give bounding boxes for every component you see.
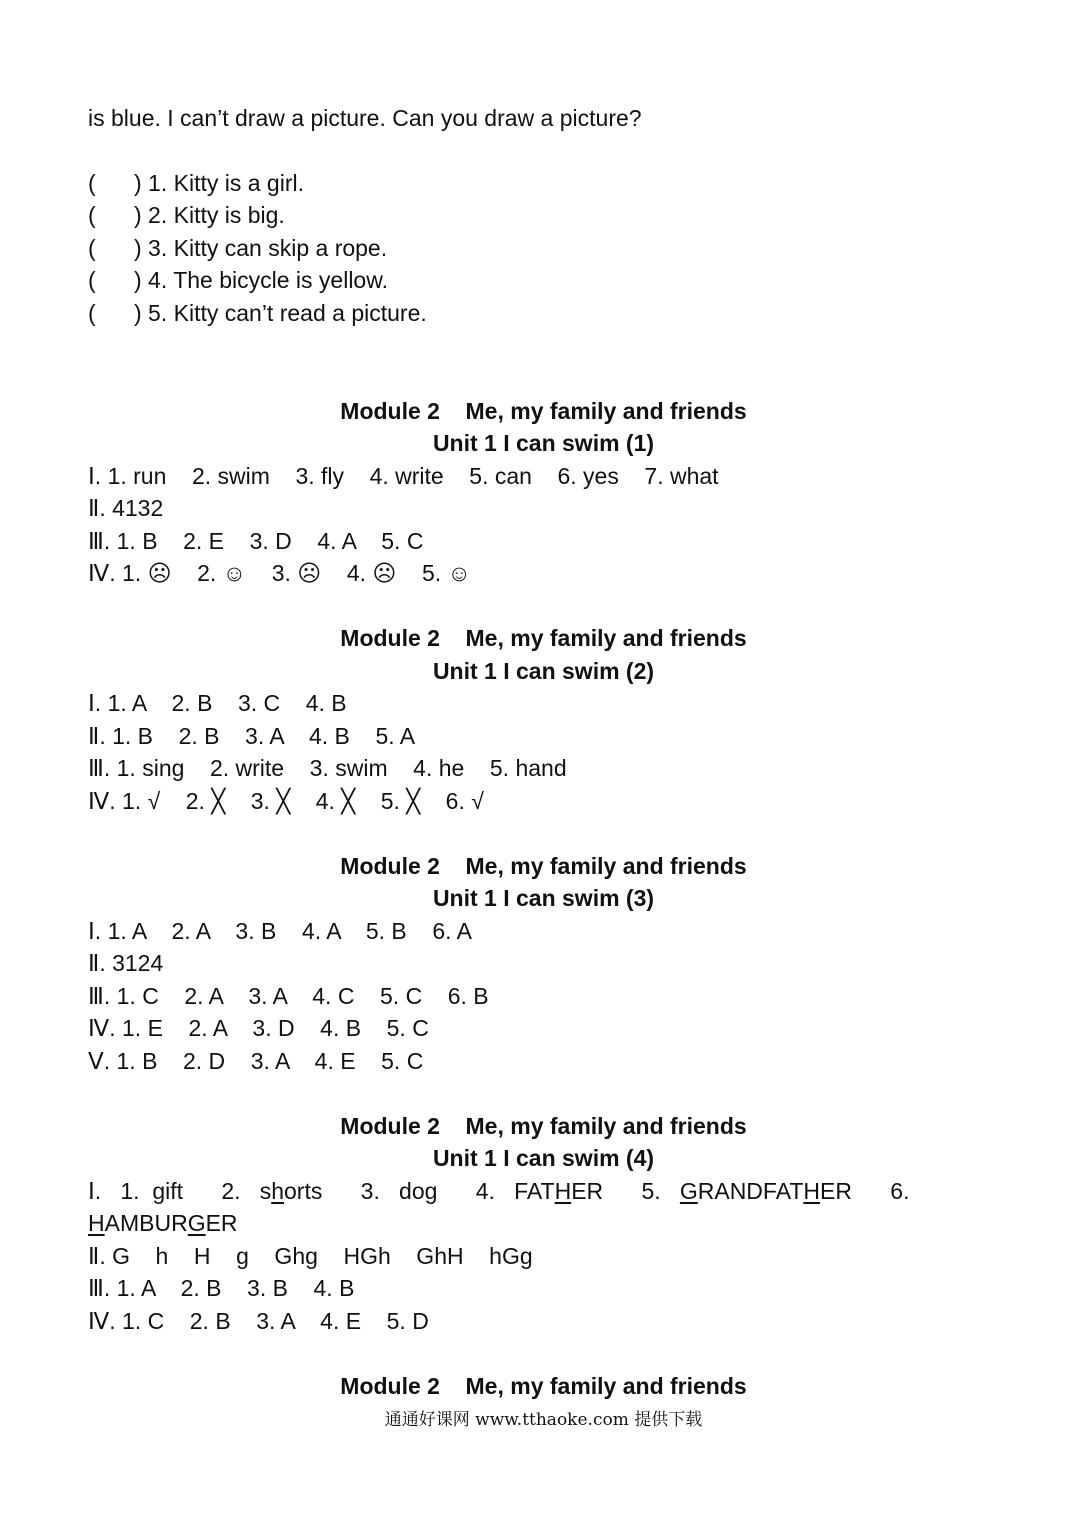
- statement-4: ( ) 4. The bicycle is yellow.: [88, 267, 388, 293]
- module-heading: Module 2 Me, my family and friends: [340, 398, 747, 424]
- intro-text-end: is blue. I can’t draw a picture. Can you draw a picture?: [88, 105, 642, 131]
- answer-line: Ⅲ. 1. sing 2. write 3. swim 4. he 5. hand: [88, 755, 567, 781]
- answer-line-letters: Ⅰ. 1. gift 2. shorts 3. dog 4. FATHER 5. GRANDFATHER 6.: [88, 1178, 910, 1204]
- unit-heading: Unit 1 I can swim (1): [432, 430, 655, 456]
- answer-line: Ⅲ. 1. A 2. B 3. B 4. B: [88, 1275, 355, 1301]
- unit-heading: Unit 1 I can swim (3): [432, 885, 655, 911]
- answer-line: Ⅰ. 1. A 2. B 3. C 4. B: [88, 690, 347, 716]
- answer-line: Ⅳ. 1. E 2. A 3. D 4. B 5. C: [88, 1015, 429, 1041]
- answer-line: Ⅱ. 1. B 2. B 3. A 4. B 5. A: [88, 723, 416, 749]
- module-heading: Module 2 Me, my family and friends: [340, 1373, 747, 1399]
- answer-line: Ⅳ. 1. √ 2. ╳ 3. ╳ 4. ╳ 5. ╳ 6. √: [88, 788, 484, 814]
- answer-line: Ⅲ. 1. B 2. E 3. D 4. A 5. C: [88, 528, 424, 554]
- answer-line: Ⅱ. 4132: [88, 495, 164, 521]
- answer-line: Ⅳ. 1. ☹ 2. ☺ 3. ☹ 4. ☹ 5. ☺: [88, 560, 472, 586]
- statement-2: ( ) 2. Kitty is big.: [88, 202, 285, 228]
- answer-line: Ⅱ. 3124: [88, 950, 164, 976]
- answer-line: Ⅰ. 1. A 2. A 3. B 4. A 5. B 6. A: [88, 918, 472, 944]
- module-heading: Module 2 Me, my family and friends: [340, 625, 747, 651]
- module-heading: Module 2 Me, my family and friends: [340, 853, 747, 879]
- module-heading: Module 2 Me, my family and friends: [340, 1113, 747, 1139]
- answer-line: Ⅴ. 1. B 2. D 3. A 4. E 5. C: [88, 1048, 424, 1074]
- statement-3: ( ) 3. Kitty can skip a rope.: [88, 235, 388, 261]
- statement-5: ( ) 5. Kitty can’t read a picture.: [88, 300, 427, 326]
- unit-heading: Unit 1 I can swim (2): [432, 658, 655, 684]
- page-footer: 通通好课网 www.tthaoke.com 提供下载: [384, 1410, 703, 1430]
- answer-line-letters-cont: HAMBURGER: [88, 1210, 238, 1236]
- answer-line: Ⅳ. 1. C 2. B 3. A 4. E 5. D: [88, 1308, 429, 1334]
- answer-line: Ⅲ. 1. C 2. A 3. A 4. C 5. C 6. B: [88, 983, 489, 1009]
- answer-line: Ⅱ. G h H g Ghg HGh GhH hGg: [88, 1243, 533, 1269]
- unit-heading: Unit 1 I can swim (4): [432, 1145, 655, 1171]
- statement-1: ( ) 1. Kitty is a girl.: [88, 170, 304, 196]
- answer-line: Ⅰ. 1. run 2. swim 3. fly 4. write 5. can 6. yes 7. what: [88, 463, 719, 489]
